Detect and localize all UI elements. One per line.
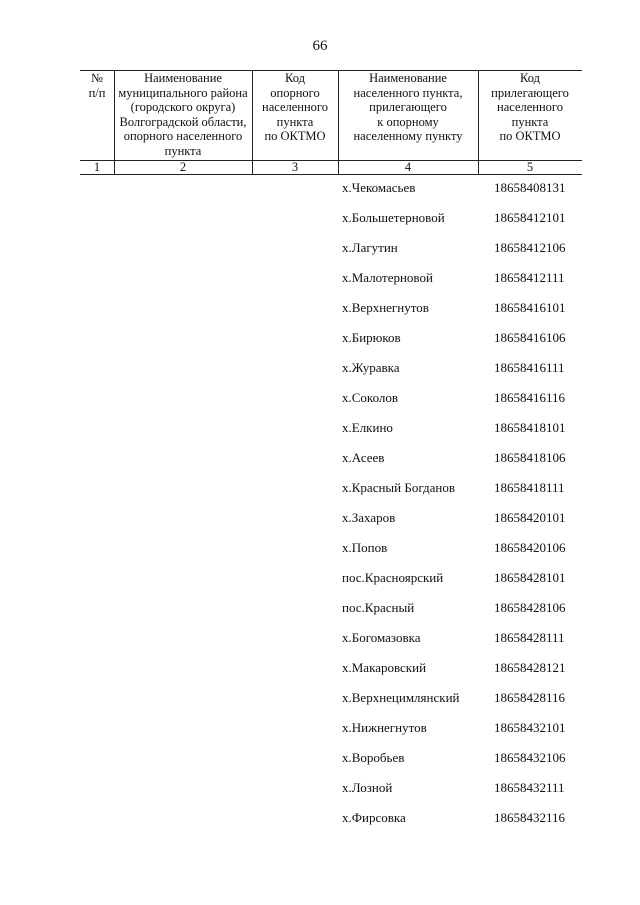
column-divider	[478, 70, 479, 174]
settlement-name: х.Красный Богданов	[342, 480, 455, 495]
settlement-oktmo-code: 18658420101	[494, 510, 566, 525]
settlement-oktmo-code: 18658432101	[494, 720, 566, 735]
settlement-name: х.Лагутин	[342, 240, 398, 255]
settlement-name: х.Верхнецимлянский	[342, 690, 460, 705]
column-number-5: 5	[526, 160, 534, 174]
settlement-oktmo-code: 18658428101	[494, 570, 566, 585]
settlement-name: х.Малотерновой	[342, 270, 433, 285]
table-row	[0, 474, 640, 504]
header-col-1: № п/п	[88, 71, 106, 100]
table-row	[0, 354, 640, 384]
settlement-oktmo-code: 18658412106	[494, 240, 566, 255]
settlement-oktmo-code: 18658416106	[494, 330, 566, 345]
table-row	[0, 294, 640, 324]
settlement-oktmo-code: 18658412111	[494, 270, 565, 285]
settlement-oktmo-code: 18658428111	[494, 630, 565, 645]
settlement-name: х.Макаровский	[342, 660, 427, 675]
table-row	[0, 624, 640, 654]
table-row	[0, 414, 640, 444]
settlement-oktmo-code: 18658418106	[494, 450, 566, 465]
settlement-oktmo-code: 18658432111	[494, 780, 565, 795]
column-number-4: 4	[404, 160, 412, 174]
settlement-oktmo-code: 18658416111	[494, 360, 565, 375]
settlement-name: х.Лозной	[342, 780, 393, 795]
settlement-name: х.Захаров	[342, 510, 396, 525]
settlement-oktmo-code: 18658418111	[494, 480, 565, 495]
settlement-oktmo-code: 18658418101	[494, 420, 566, 435]
settlement-name: х.Верхнегнутов	[342, 300, 429, 315]
table-row	[0, 174, 640, 204]
table-row	[0, 714, 640, 744]
settlement-name: х.Бирюков	[342, 330, 401, 345]
settlement-name: пос.Красный	[342, 600, 415, 615]
column-divider	[114, 70, 115, 174]
settlement-oktmo-code: 18658416101	[494, 300, 566, 315]
settlement-oktmo-code: 18658428106	[494, 600, 566, 615]
table-row	[0, 744, 640, 774]
table-row	[0, 504, 640, 534]
table-row	[0, 264, 640, 294]
settlement-name: х.Елкино	[342, 420, 393, 435]
column-number-3: 3	[291, 160, 299, 174]
table-row	[0, 234, 640, 264]
table-row	[0, 564, 640, 594]
settlement-name: х.Большетерновой	[342, 210, 445, 225]
header-col-2: Наименование муниципального района (городского округа) Волгоградской области, опорного населенного пункта	[118, 71, 248, 158]
table-row	[0, 384, 640, 414]
header-col-4: Наименование населенного пункта, прилегающего к опорному населенному пункту	[353, 71, 463, 144]
table-row	[0, 654, 640, 684]
settlement-name: х.Фирсовка	[342, 810, 406, 825]
settlement-name: х.Богомазовка	[342, 630, 421, 645]
table-row	[0, 774, 640, 804]
settlement-name: х.Соколов	[342, 390, 399, 405]
page-number: 66	[312, 38, 328, 54]
settlement-name: х.Попов	[342, 540, 388, 555]
table-row	[0, 534, 640, 564]
settlement-oktmo-code: 18658428116	[494, 690, 566, 705]
settlement-oktmo-code: 18658432116	[494, 810, 566, 825]
settlement-oktmo-code: 18658432106	[494, 750, 566, 765]
table-row	[0, 204, 640, 234]
settlement-name: пос.Красноярский	[342, 570, 444, 585]
column-divider	[338, 70, 339, 174]
header-col-3: Код опорного населенного пункта по ОКТМО	[262, 71, 328, 144]
table-row	[0, 324, 640, 354]
settlement-name: х.Чекомасьев	[342, 180, 416, 195]
settlement-oktmo-code: 18658428121	[494, 660, 566, 675]
settlement-oktmo-code: 18658416116	[494, 390, 566, 405]
header-col-5: Код прилегающего населенного пункта по ОКТМО	[491, 71, 569, 144]
column-number-2: 2	[179, 160, 187, 174]
column-number-1: 1	[93, 160, 101, 174]
table-row	[0, 444, 640, 474]
settlement-name: х.Нижнегнутов	[342, 720, 427, 735]
column-divider	[252, 70, 253, 174]
table-row	[0, 804, 640, 834]
settlement-name: х.Воробьев	[342, 750, 405, 765]
settlement-oktmo-code: 18658412101	[494, 210, 566, 225]
settlement-name: х.Асеев	[342, 450, 385, 465]
table-row	[0, 594, 640, 624]
settlement-oktmo-code: 18658408131	[494, 180, 566, 195]
settlement-name: х.Журавка	[342, 360, 400, 375]
table-row	[0, 684, 640, 714]
settlement-oktmo-code: 18658420106	[494, 540, 566, 555]
